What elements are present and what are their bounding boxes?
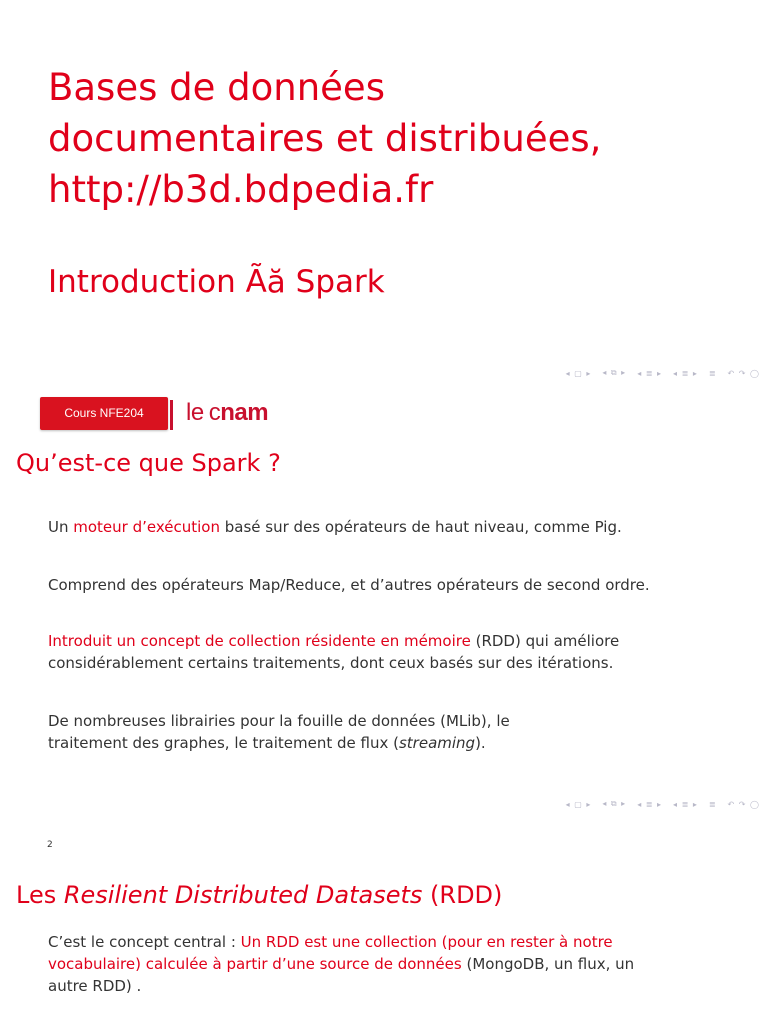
nav-frame-icon[interactable]: ◂ ▢ ▸ [565,799,592,809]
text-fragment: Un [48,518,74,536]
title-line-2: documentaires et distribuées, [48,117,602,160]
nav-subsection2-icon[interactable]: ◂ ≣ ▸ [673,799,698,809]
title-italic: Resilient Distributed Datasets [63,881,423,909]
text-line: autre RDD) . [48,977,142,995]
paragraph-rdd-concept [48,630,728,674]
title-line-3: http://b3d.bdpedia.fr [48,168,434,211]
nav-subsection-icon[interactable]: ◂ ⧉ ▸ [602,368,627,377]
paragraph-engine [48,516,728,538]
nav-section-icon[interactable]: ◂ ≣ ▸ [637,368,663,378]
beamer-nav-bar [566,797,760,811]
document-subtitle: Introduction Ãă Spark [48,264,385,300]
frame-title-spark: Qu’est-ce que Spark ? [16,449,281,477]
paragraph-operators: Comprend des opérateurs Map/Reduce, et d’autres opérateurs de second ordre. [48,576,650,594]
text-fragment: ). [475,734,486,752]
page-number: 2 [47,840,53,850]
text-fragment: basé sur des opérateurs de haut niveau, comme Pig. [220,518,622,536]
highlight-text: moteur d’exécution [73,518,220,536]
nav-section-icon[interactable]: ◂ ≣ ▸ [637,799,663,809]
paragraph-libraries [48,710,728,754]
text-fragment: (RDD) qui améliore [470,632,620,650]
logo-part-le: le [186,399,204,426]
text-line: De nombreuses librairies pour la fouille de données (MLib), le [48,712,510,730]
italic-term: streaming [398,734,476,752]
frame-title-rdd [16,880,502,910]
text-line: considérablement certains traitements, dont ceux basés sur des itérations. [48,654,614,672]
document-title [48,62,748,215]
text-fragment: (MongoDB, un flux, un [461,955,635,973]
title-fragment: Les [16,881,64,909]
highlight-text: Un RDD est une collection (pour en rester à notre [240,933,613,951]
nav-search-icon[interactable]: ↶ ↷ ◯ [727,368,760,378]
text-fragment: traitement des graphes, le traitement de flux ( [48,734,399,752]
nav-subsection-icon[interactable]: ◂ ⧉ ▸ [602,799,627,808]
nav-align-icon[interactable]: ≣ [708,368,717,378]
nav-align-icon[interactable]: ≣ [708,799,717,809]
nav-frame-icon[interactable]: ◂ ▢ ▸ [565,368,592,378]
title-line-1: Bases de données [48,66,385,109]
highlight-text: vocabulaire) calculée à partir d’une source de données [48,955,462,973]
paragraph-rdd-definition [48,931,728,997]
logo-part-nam: nam [220,399,269,426]
beamer-nav-bar [566,366,760,380]
text-fragment: C’est le concept central : [48,933,241,951]
logo-divider [170,400,173,430]
nav-search-icon[interactable]: ↶ ↷ ◯ [727,799,760,809]
title-fragment: (RDD) [422,881,503,909]
course-badge: Cours NFE204 [40,397,168,430]
nav-subsection2-icon[interactable]: ◂ ≣ ▸ [673,368,698,378]
highlight-text: Introduit un concept de collection résidente en mémoire [48,632,471,650]
cnam-logo [186,397,268,431]
logo-part-c: c [208,399,221,426]
